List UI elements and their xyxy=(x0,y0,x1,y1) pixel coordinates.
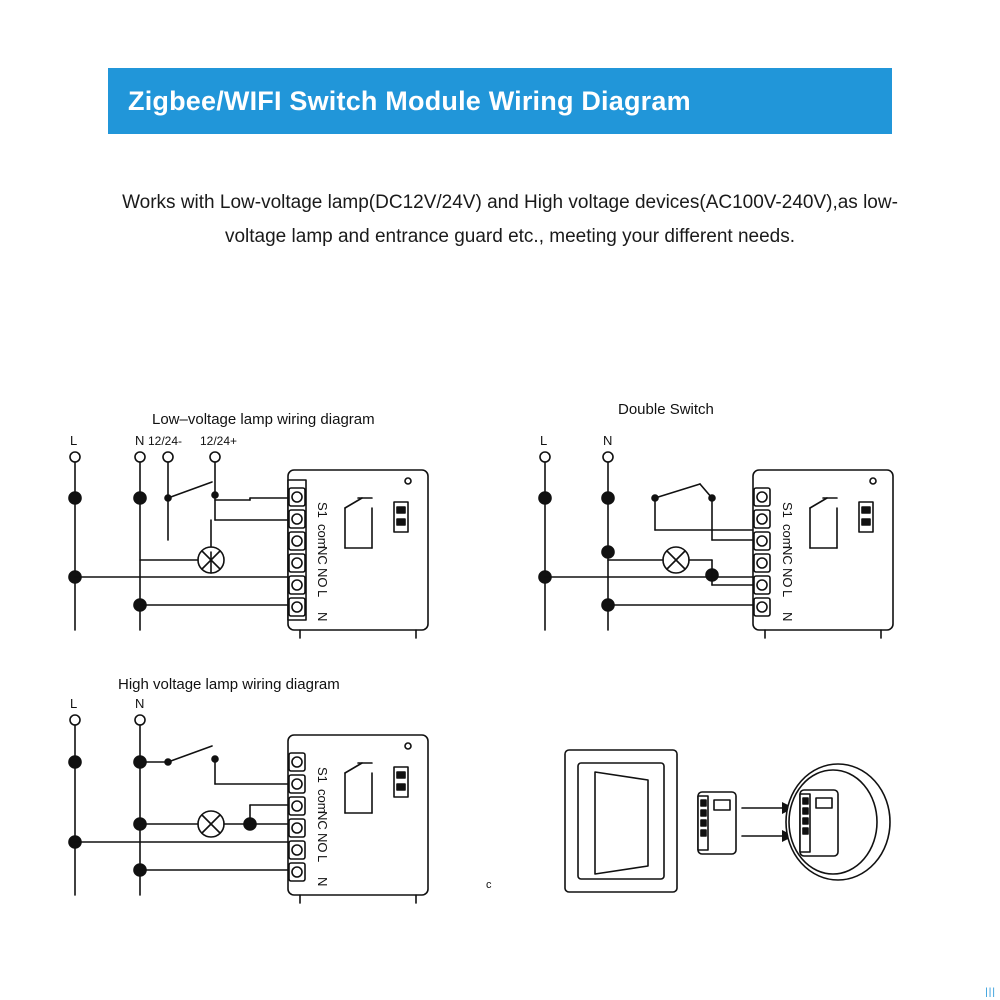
installation-note: c xyxy=(486,879,492,891)
label-double-L: L xyxy=(540,433,548,448)
label-high-N: N xyxy=(135,696,145,711)
wiring-diagram-area xyxy=(0,380,1000,940)
label-low-N: N xyxy=(135,433,145,448)
terminal-high-com: com xyxy=(315,789,330,814)
diagram-high-voltage xyxy=(69,715,428,903)
terminal-double-NC: NC xyxy=(780,546,795,565)
header-bar xyxy=(108,68,892,134)
terminal-double-com: com xyxy=(780,524,795,549)
intro-paragraph: Works with Low-voltage lamp(DC12V/24V) and High voltage devices(AC100V-240V),as low-voltage lamp and entrance guard etc., meeting your different needs. xyxy=(122,192,898,247)
footer-mark: ||| xyxy=(985,987,996,998)
terminal-double-N: N xyxy=(780,612,795,622)
installation-illustration xyxy=(565,750,890,892)
terminal-high-L: L xyxy=(315,855,330,863)
wiring-diagram-svg xyxy=(0,380,1000,1000)
label-low-12-24-minus: 12/24- xyxy=(148,434,183,448)
terminal-double-NO: NO xyxy=(780,568,795,588)
terminal-high-NC: NC xyxy=(315,811,330,830)
terminal-low-N: N xyxy=(315,612,330,622)
diagram-low-voltage xyxy=(69,452,428,638)
label-high-L: L xyxy=(70,696,78,711)
terminal-low-com: com xyxy=(315,524,330,549)
terminal-low-S1: S1 xyxy=(315,502,330,518)
caption-low-voltage: Low–voltage lamp wiring diagram xyxy=(152,411,375,428)
label-low-12-24-plus: 12/24+ xyxy=(200,434,238,448)
terminal-high-S1: S1 xyxy=(315,767,330,783)
terminal-high-NO: NO xyxy=(315,833,330,853)
terminal-low-L: L xyxy=(315,590,330,598)
page-title: Zigbee/WIFI Switch Module Wiring Diagram xyxy=(128,85,691,116)
label-low-L: L xyxy=(70,433,78,448)
terminal-low-NO: NO xyxy=(315,568,330,588)
diagram-double-switch xyxy=(539,452,893,638)
terminal-double-L: L xyxy=(780,590,795,598)
terminal-low-NC: NC xyxy=(315,546,330,565)
terminal-double-S1: S1 xyxy=(780,502,795,518)
caption-double-switch: Double Switch xyxy=(618,401,714,418)
terminal-high-N: N xyxy=(315,877,330,887)
label-double-N: N xyxy=(603,433,613,448)
caption-high-voltage: High voltage lamp wiring diagram xyxy=(118,676,340,693)
